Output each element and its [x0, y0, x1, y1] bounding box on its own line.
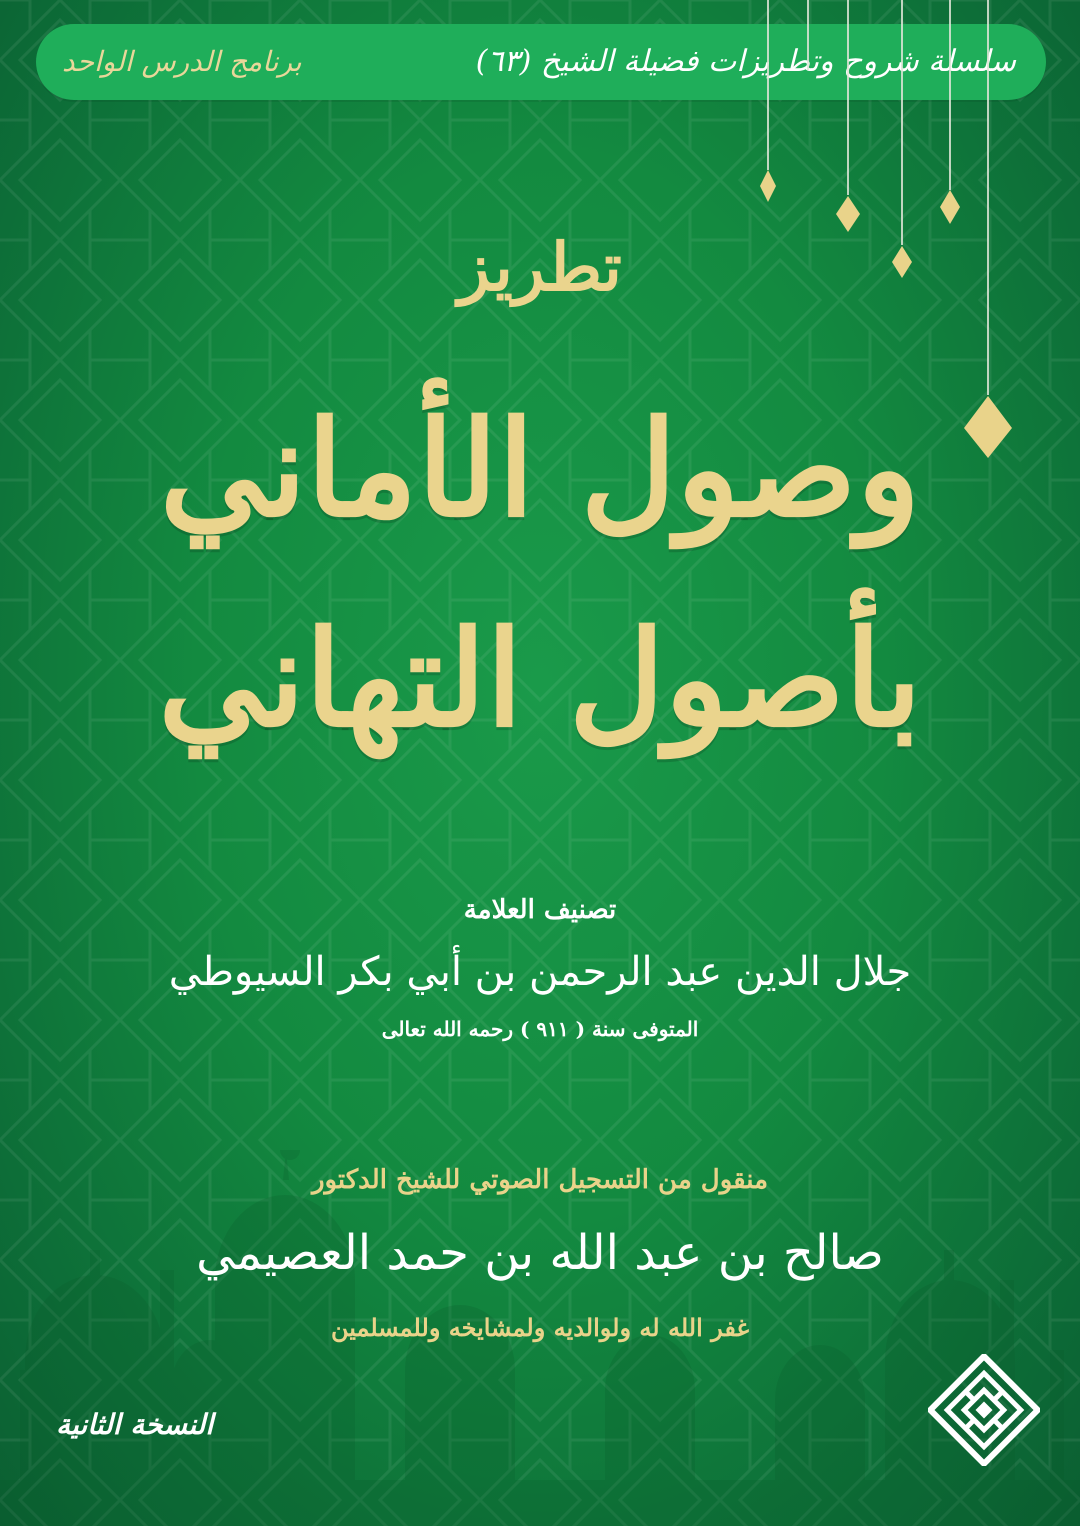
program-title: برنامج الدرس الواحد	[62, 45, 302, 78]
kufic-logo-icon	[928, 1354, 1040, 1466]
pre-title: تطريز	[458, 228, 622, 306]
author-label: تصنيف العلامة	[463, 895, 617, 925]
series-title: سلسلة شروح وتطريزات فضيلة الشيخ (٦٣)	[475, 44, 1016, 79]
author-name: جلال الدين عبد الرحمن بن أبي بكر السيوطي	[168, 949, 912, 995]
author-death-note: المتوفى سنة ( ٩١١ ) رحمه الله تعالى	[381, 1017, 699, 1041]
book-title-line-1: وصول الأماني	[159, 392, 921, 547]
edition-label: النسخة الثانية	[56, 1408, 214, 1441]
book-title-line-2: بأصول التهاني	[158, 602, 922, 757]
dua-text: غفر الله له ولوالديه ولمشايخه وللمسلمين	[330, 1313, 750, 1342]
transcription-label: منقول من التسجيل الصوتي للشيخ الدكتور	[311, 1165, 769, 1195]
sheikh-name: صالح بن عبد الله بن حمد العصيمي	[196, 1225, 884, 1281]
